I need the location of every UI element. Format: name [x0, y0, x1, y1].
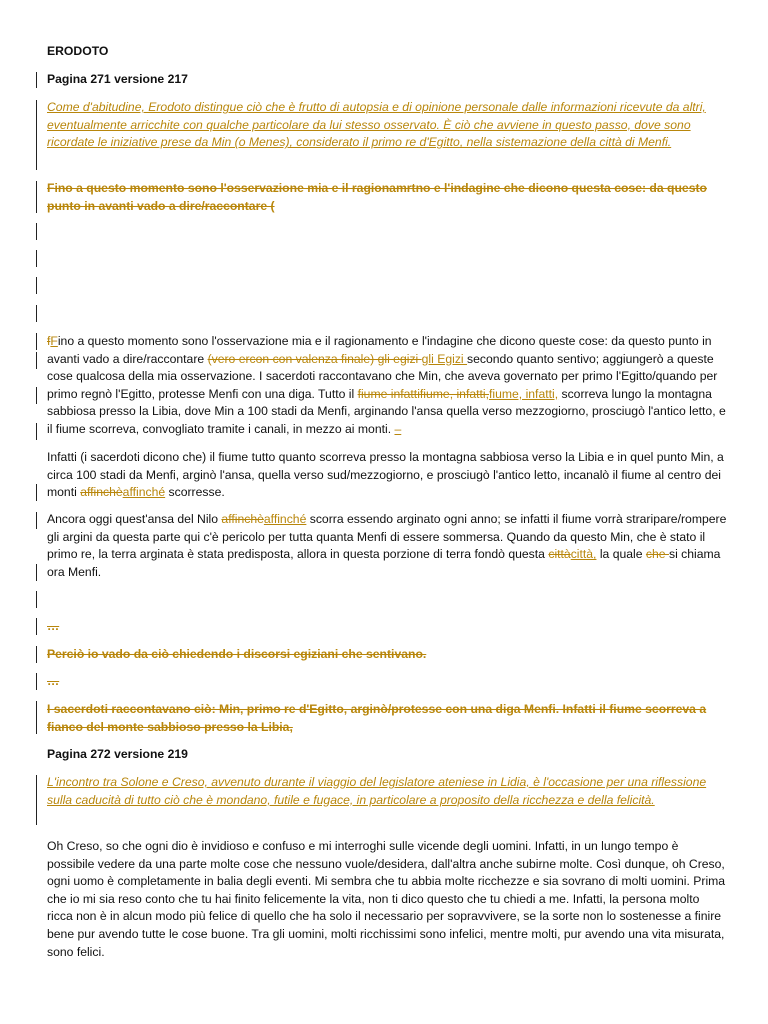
inserted-text: affinché [263, 512, 307, 526]
inserted-text: F [50, 334, 58, 348]
deleted-text: che [645, 547, 669, 562]
translation-paragraph [47, 511, 727, 581]
body-text: secondo quanto sentivo; aggiungerò a queste cose qualcosa della mia osservazione. I sacerdoti raccontavano che Min, che aveva governato per primo l'Egitto/quando per primo regnò l'Egitto, protesse Menfi con una diga. Tutto il [47, 351, 718, 401]
intro-paragraph: L'incontro tra Solone e Creso, avvenuto durante il viaggio del legislatore ateniese in Lidia, è l'occasione per una riflessione sulla caducità di tutto ciò che è mondano, futile e fugace, in particolare a proposito della ricchezza e della felicità. [47, 775, 707, 807]
deleted-text: fiume infattifiume, infatti, [357, 386, 489, 401]
deleted-text: città [548, 547, 571, 562]
change-bar [36, 701, 37, 734]
inserted-text: – [394, 421, 402, 436]
deleted-paragraph: I sacerdoti raccontavano ciò: Min, primo re d'Egitto, arginò/protesse con una diga Menfi. Infatti il fiume scorreva a fianco del monte sabbioso presso la Libia, [47, 702, 707, 734]
change-bar [36, 100, 37, 170]
body-text: scorra essendo arginato ogni anno; se infatti il fiume vorrà straripare/rompere gli argini da questa parte qui c'è pericolo per tutta quanta Menfi di essere sommersa. Quando da questo Min, che è stato il primo re, la terra arginata è stata predisposta, allora in questa porzione di terra fondò questa [47, 512, 727, 562]
translation-paragraph [47, 333, 727, 439]
deleted-draft-paragraph: Fino a questo momento sono l'osservazione mia e il ragionamrtno e l'indagine che dicono questa cose: da questo punto in avanti vado a dire/raccontare ( [47, 181, 707, 213]
change-bar [36, 673, 37, 690]
change-bar [36, 305, 37, 322]
change-bar [36, 775, 37, 825]
section-heading: Pagina 271 versione 217 [47, 72, 188, 86]
change-bar [36, 72, 37, 88]
body-text: Ancora oggi quest'ansa del Nilo [47, 512, 222, 526]
inserted-text: gli Egizi [421, 351, 468, 366]
document-title: ERODOTO [47, 44, 109, 58]
deleted-text: affinchè [80, 485, 123, 500]
deleted-text: affinchè [221, 512, 264, 526]
ellipsis: … [47, 674, 60, 688]
change-bar [36, 618, 37, 635]
change-bar [36, 223, 37, 240]
body-text: ino a questo momento sono l'osservazione mia e il ragionamento e l'indagine che dicono queste cose: da questo punto in avanti vado a dire/raccontare [47, 334, 712, 366]
change-bar [36, 387, 37, 404]
change-bar [36, 423, 37, 440]
change-bar [36, 512, 37, 529]
body-text: si chiama ora Menfi. [47, 547, 721, 579]
change-bar [36, 352, 37, 369]
body-text: scorreva lungo la montagna sabbiosa presso la Libia, dove Min a 100 stadi da Menfi, arginando l'ansa quella verso mezzogiorno, prosciugò l'antico letto, e il fiume scorreva, convogliato tramite i canali, in mezzo ai monti. [47, 386, 726, 436]
inserted-text: città, [570, 547, 597, 562]
ellipsis: … [47, 619, 60, 633]
intro-paragraph: Come d'abitudine, Erodoto distingue ciò che è frutto di autopsia e di opinione personale dalle informazioni ricevute da altri, eventualmente arricchite con qualche particolare da lui stesso osservato. È ciò che avviene in questo passo, dove sono ricordate le iniziative prese da Min (o Menes), considerato il primo re d'Egitto, nella sistemazione della città di Menfi. [47, 100, 706, 150]
body-text: la quale [596, 547, 646, 562]
change-bar [36, 181, 37, 213]
deleted-text: (vero ercon con valenza finale) gli egizi [207, 351, 422, 366]
inserted-text: affinché [122, 485, 166, 500]
translation-paragraph [47, 449, 727, 502]
change-bar [36, 277, 37, 294]
change-bar [36, 484, 37, 501]
change-bar [36, 333, 37, 350]
change-bar [36, 646, 37, 663]
deleted-text: f [47, 334, 51, 348]
inserted-text: fiume, infatti, [489, 386, 559, 401]
section-heading: Pagina 272 versione 219 [47, 747, 188, 761]
deleted-line: Perciò io vado da ciò chiedendo i discorsi egiziani che sentivano. [47, 647, 427, 661]
change-bar [36, 564, 37, 581]
change-bar [36, 250, 37, 267]
translation-paragraph: Oh Creso, so che ogni dio è invidioso e confuso e mi interroghi sulle vicende degli uomini. Infatti, in un lungo tempo è possibile vedere da una parte molte cose che nessuno vuole/desidera, dall'altra anche subirne molte. Così dunque, oh Creso, ogni uomo è completamente in balia degli eventi. Mi sembra che tu abbia molte ricchezze e sia sovrano di molti uomini. Prima che io mi sia reso conto che tu hai finito felicemente la vita, non ti dico questo che tu chiedi a me. Infatti, la persona molto ricca non è in alcun modo più felice di quello che ha solo il necessario per sopravvivere, se la sorte non lo sostenesse a finire bene pur avendo tutte le cose buone. Tra gli uomini, molti ricchissimi sono infelici, mentre molti, pur avendo una vita misurata, sono felici. [47, 839, 726, 959]
change-bar [36, 591, 37, 608]
body-text: scorresse. [165, 485, 225, 500]
body-text: Infatti (i sacerdoti dicono che) il fiume tutto quanto scorreva presso la montagna sabbiosa verso la Libia e in quel punto Min, a circa 100 stadi da Menfi, arginò l'ansa, quella verso sud/mezzogiorno, e prosciugò l'antico letto, incanalò il fiume al centro dei monti [47, 450, 724, 500]
